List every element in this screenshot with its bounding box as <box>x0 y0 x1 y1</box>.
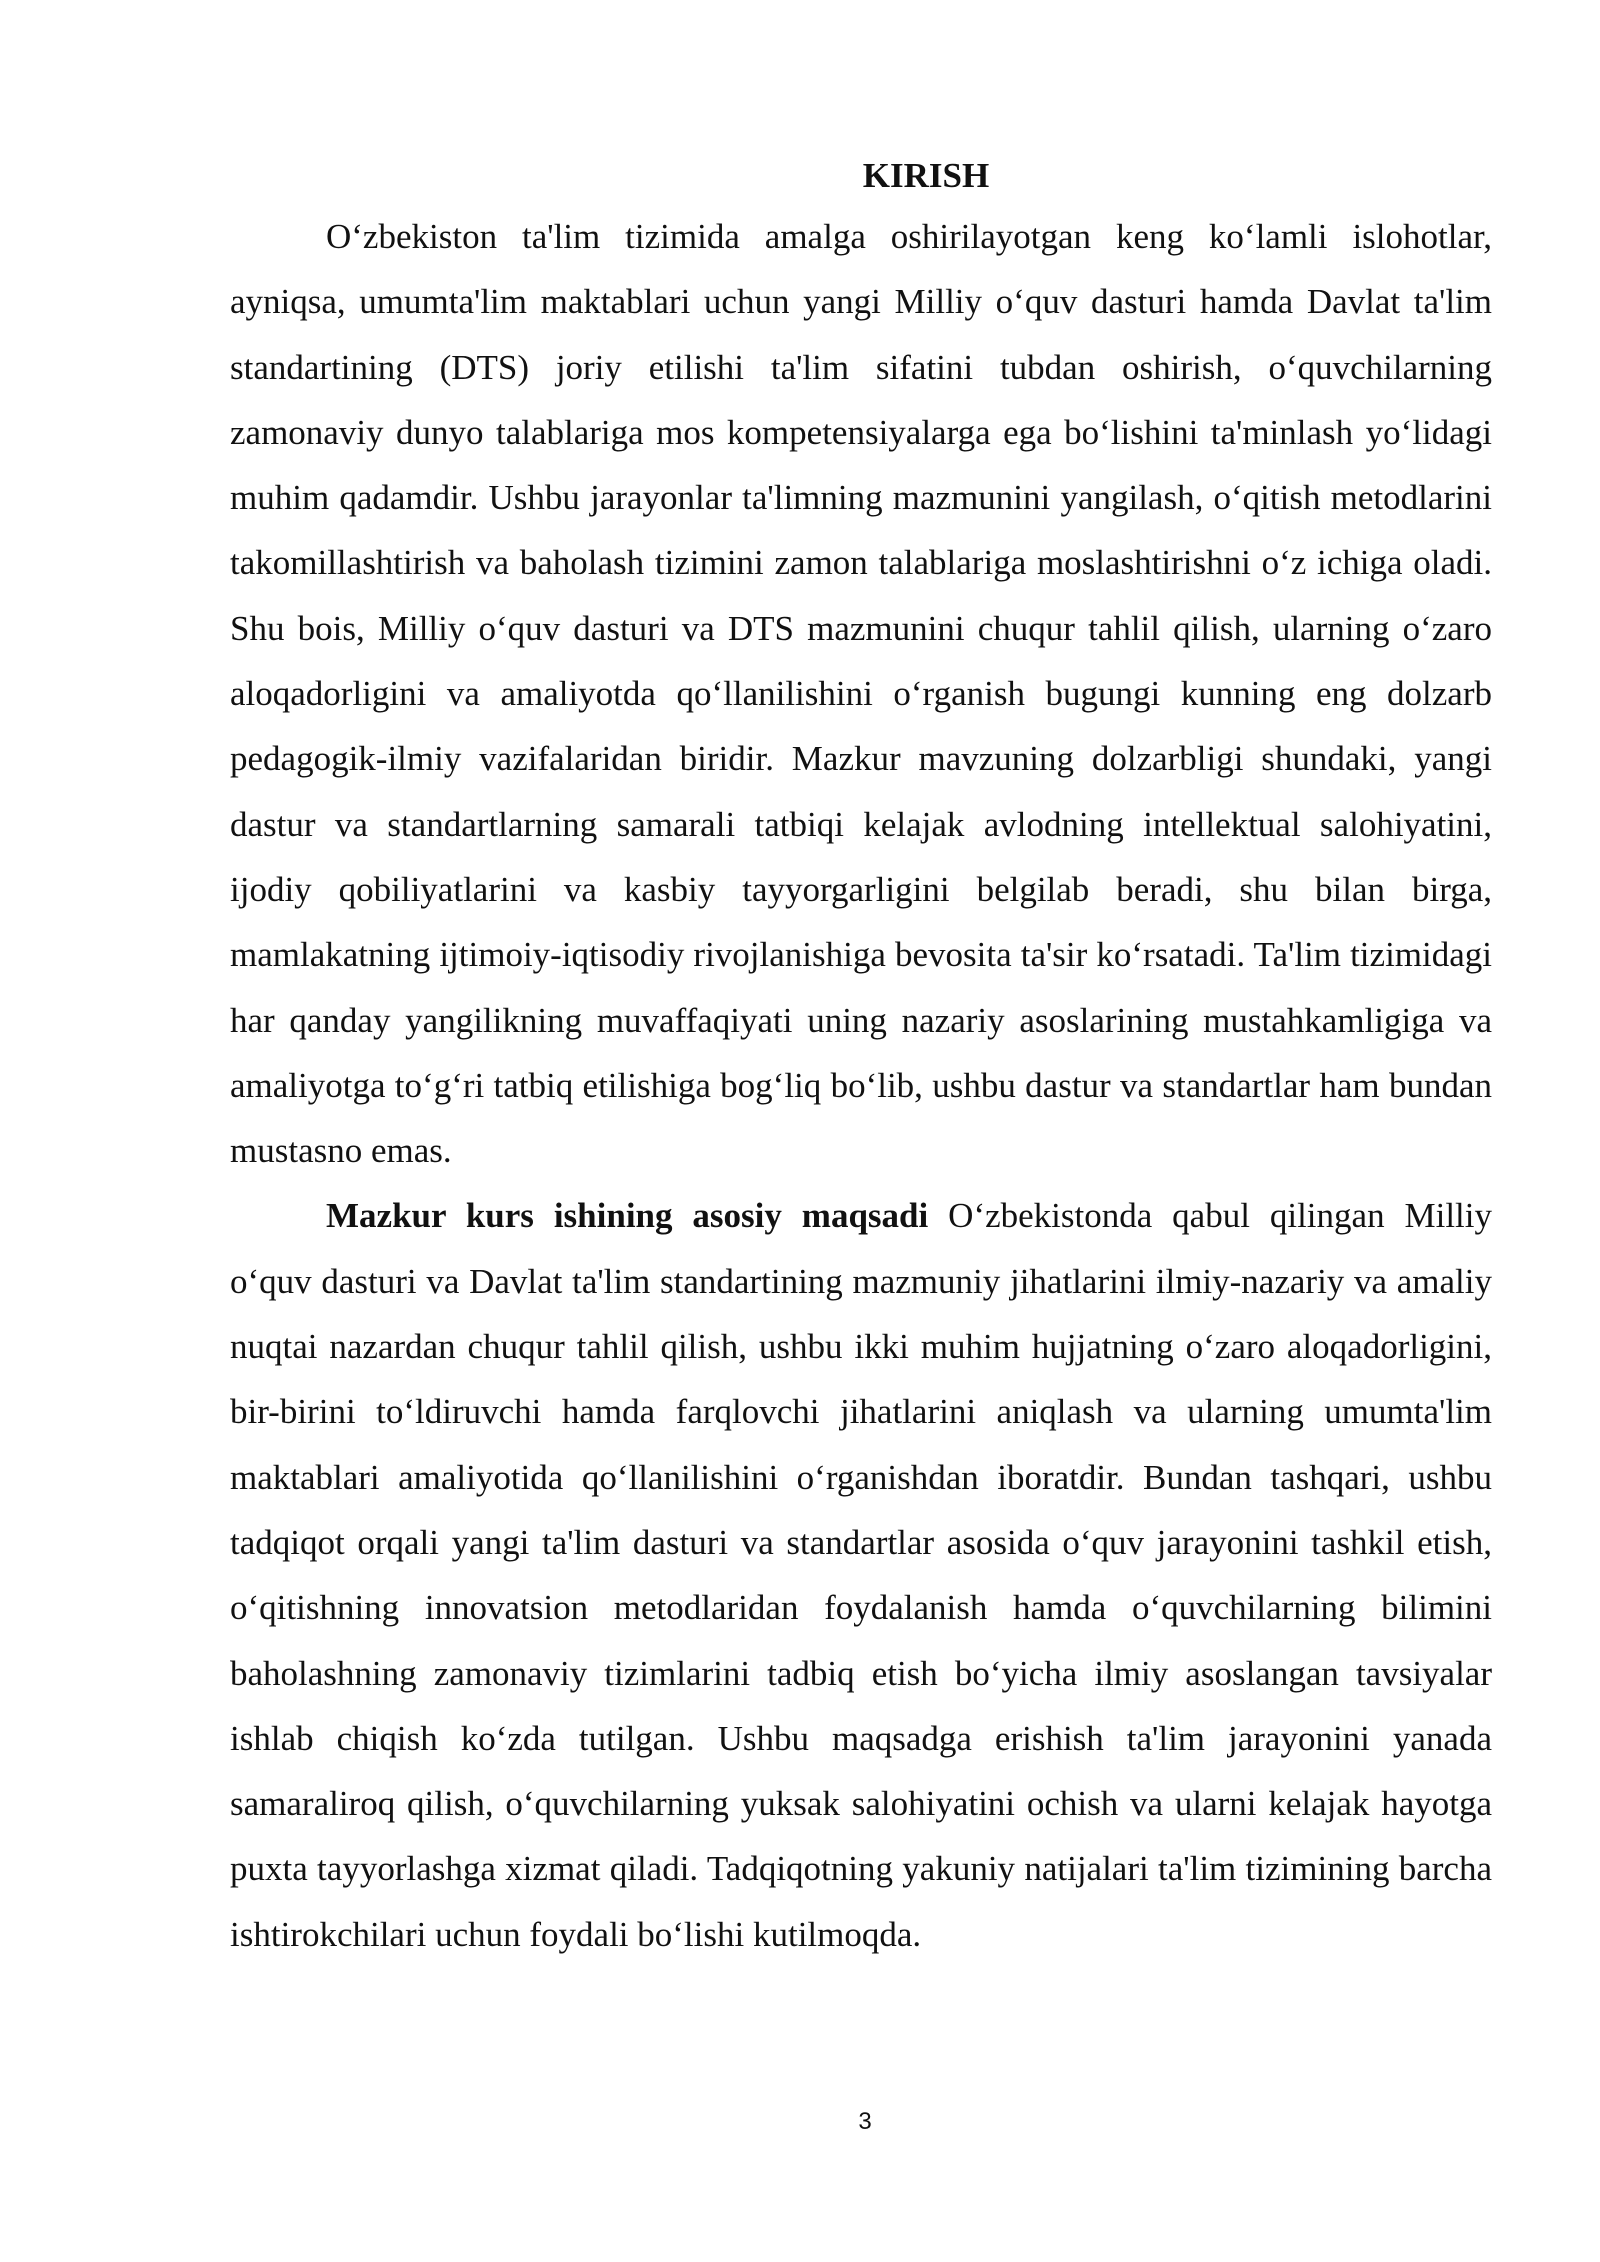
intro-paragraph: O‘zbekiston ta'lim tizimida amalga oshirilayotgan keng ko‘lamli islohotlar, ayniqsa, umumta'lim maktablari uchun yangi Milliy o‘quv dasturi hamda Davlat ta'lim standartining (DTS) joriy etilishi ta'lim sifatini tubdan oshirish, o‘quvchilarning zamonaviy dunyo talablariga mos kompetensiyalarga ega bo‘lishini ta'minlash yo‘lidagi muhim qadamdir. Ushbu jarayonlar ta'limning mazmunini yangilash, o‘qitish metodlarini takomillashtirish va baholash tizimini zamon talablariga moslashtirishni o‘z ichiga oladi. Shu bois, Milliy o‘quv dasturi va DTS mazmunini chuqur tahlil qilish, ularning o‘zaro aloqadorligini va amaliyotda qo‘llanilishini o‘rganish bugungi kunning eng dolzarb pedagogik-ilmiy vazifalaridan biridir. Mazkur mavzuning dolzarbligi shundaki, yangi dastur va standartlarning samarali tatbiqi kelajak avlodning intellektual salohiyatini, ijodiy qobiliyatlarini va kasbiy tayyorgarligini belgilab beradi, shu bilan birga, mamlakatning ijtimoiy-iqtisodiy rivojlanishiga bevosita ta'sir ko‘rsatadi. Ta'lim tizimidagi har qanday yangilikning muvaffaqiyati uning nazariy asoslarining mustahkamligiga va amaliyotga to‘g‘ri tatbiq etilishiga bog‘liq bo‘lib, ushbu dastur va standartlar ham bundan mustasno emas. <box>230 217 1492 1171</box>
page-number: 3 <box>858 2108 872 2135</box>
goal-paragraph-body: O‘zbekistonda qabul qilingan Milliy o‘quv dasturi va Davlat ta'lim standartining mazmuniy jihatlarini ilmiy-nazariy va amaliy nuqtai nazardan chuqur tahlil qilish, ushbu ikki muhim hujjatning o‘zaro aloqadorligini, bir-birini to‘ldiruvchi hamda farqlovchi jihatlarini aniqlash va ularning umumta'lim maktablari amaliyotida qo‘llanilishini o‘rganishdan iboratdir. Bundan tashqari, ushbu tadqiqot orqali yangi ta'lim dasturi va standartlar asosida o‘quv jarayonini tashkil etish, o‘qitishning innovatsion metodlaridan foydalanish hamda o‘quvchilarning bilimini baholashning zamonaviy tizimlarini tadbiq etish bo‘yicha ilmiy asoslangan tavsiyalar ishlab chiqish ko‘zda tutilgan. Ushbu maqsadga erishish ta'lim jarayonini yanada samaraliroq qilish, o‘quvchilarning yuksak salohiyatini ochish va ularni kelajak hayotga puxta tayyorlashga xizmat qiladi. Tadqiqotning yakuniy natijalari ta'lim tizimining barcha ishtirokchilari uchun foydali bo‘lishi kutilmoqda. <box>230 1196 1493 1954</box>
page-content <box>230 148 1492 1967</box>
section-heading: KIRISH <box>862 156 990 195</box>
goal-paragraph <box>230 1183 1492 1967</box>
goal-paragraph-lead: Mazkur kurs ishining asosiy maqsadi <box>326 1196 929 1236</box>
